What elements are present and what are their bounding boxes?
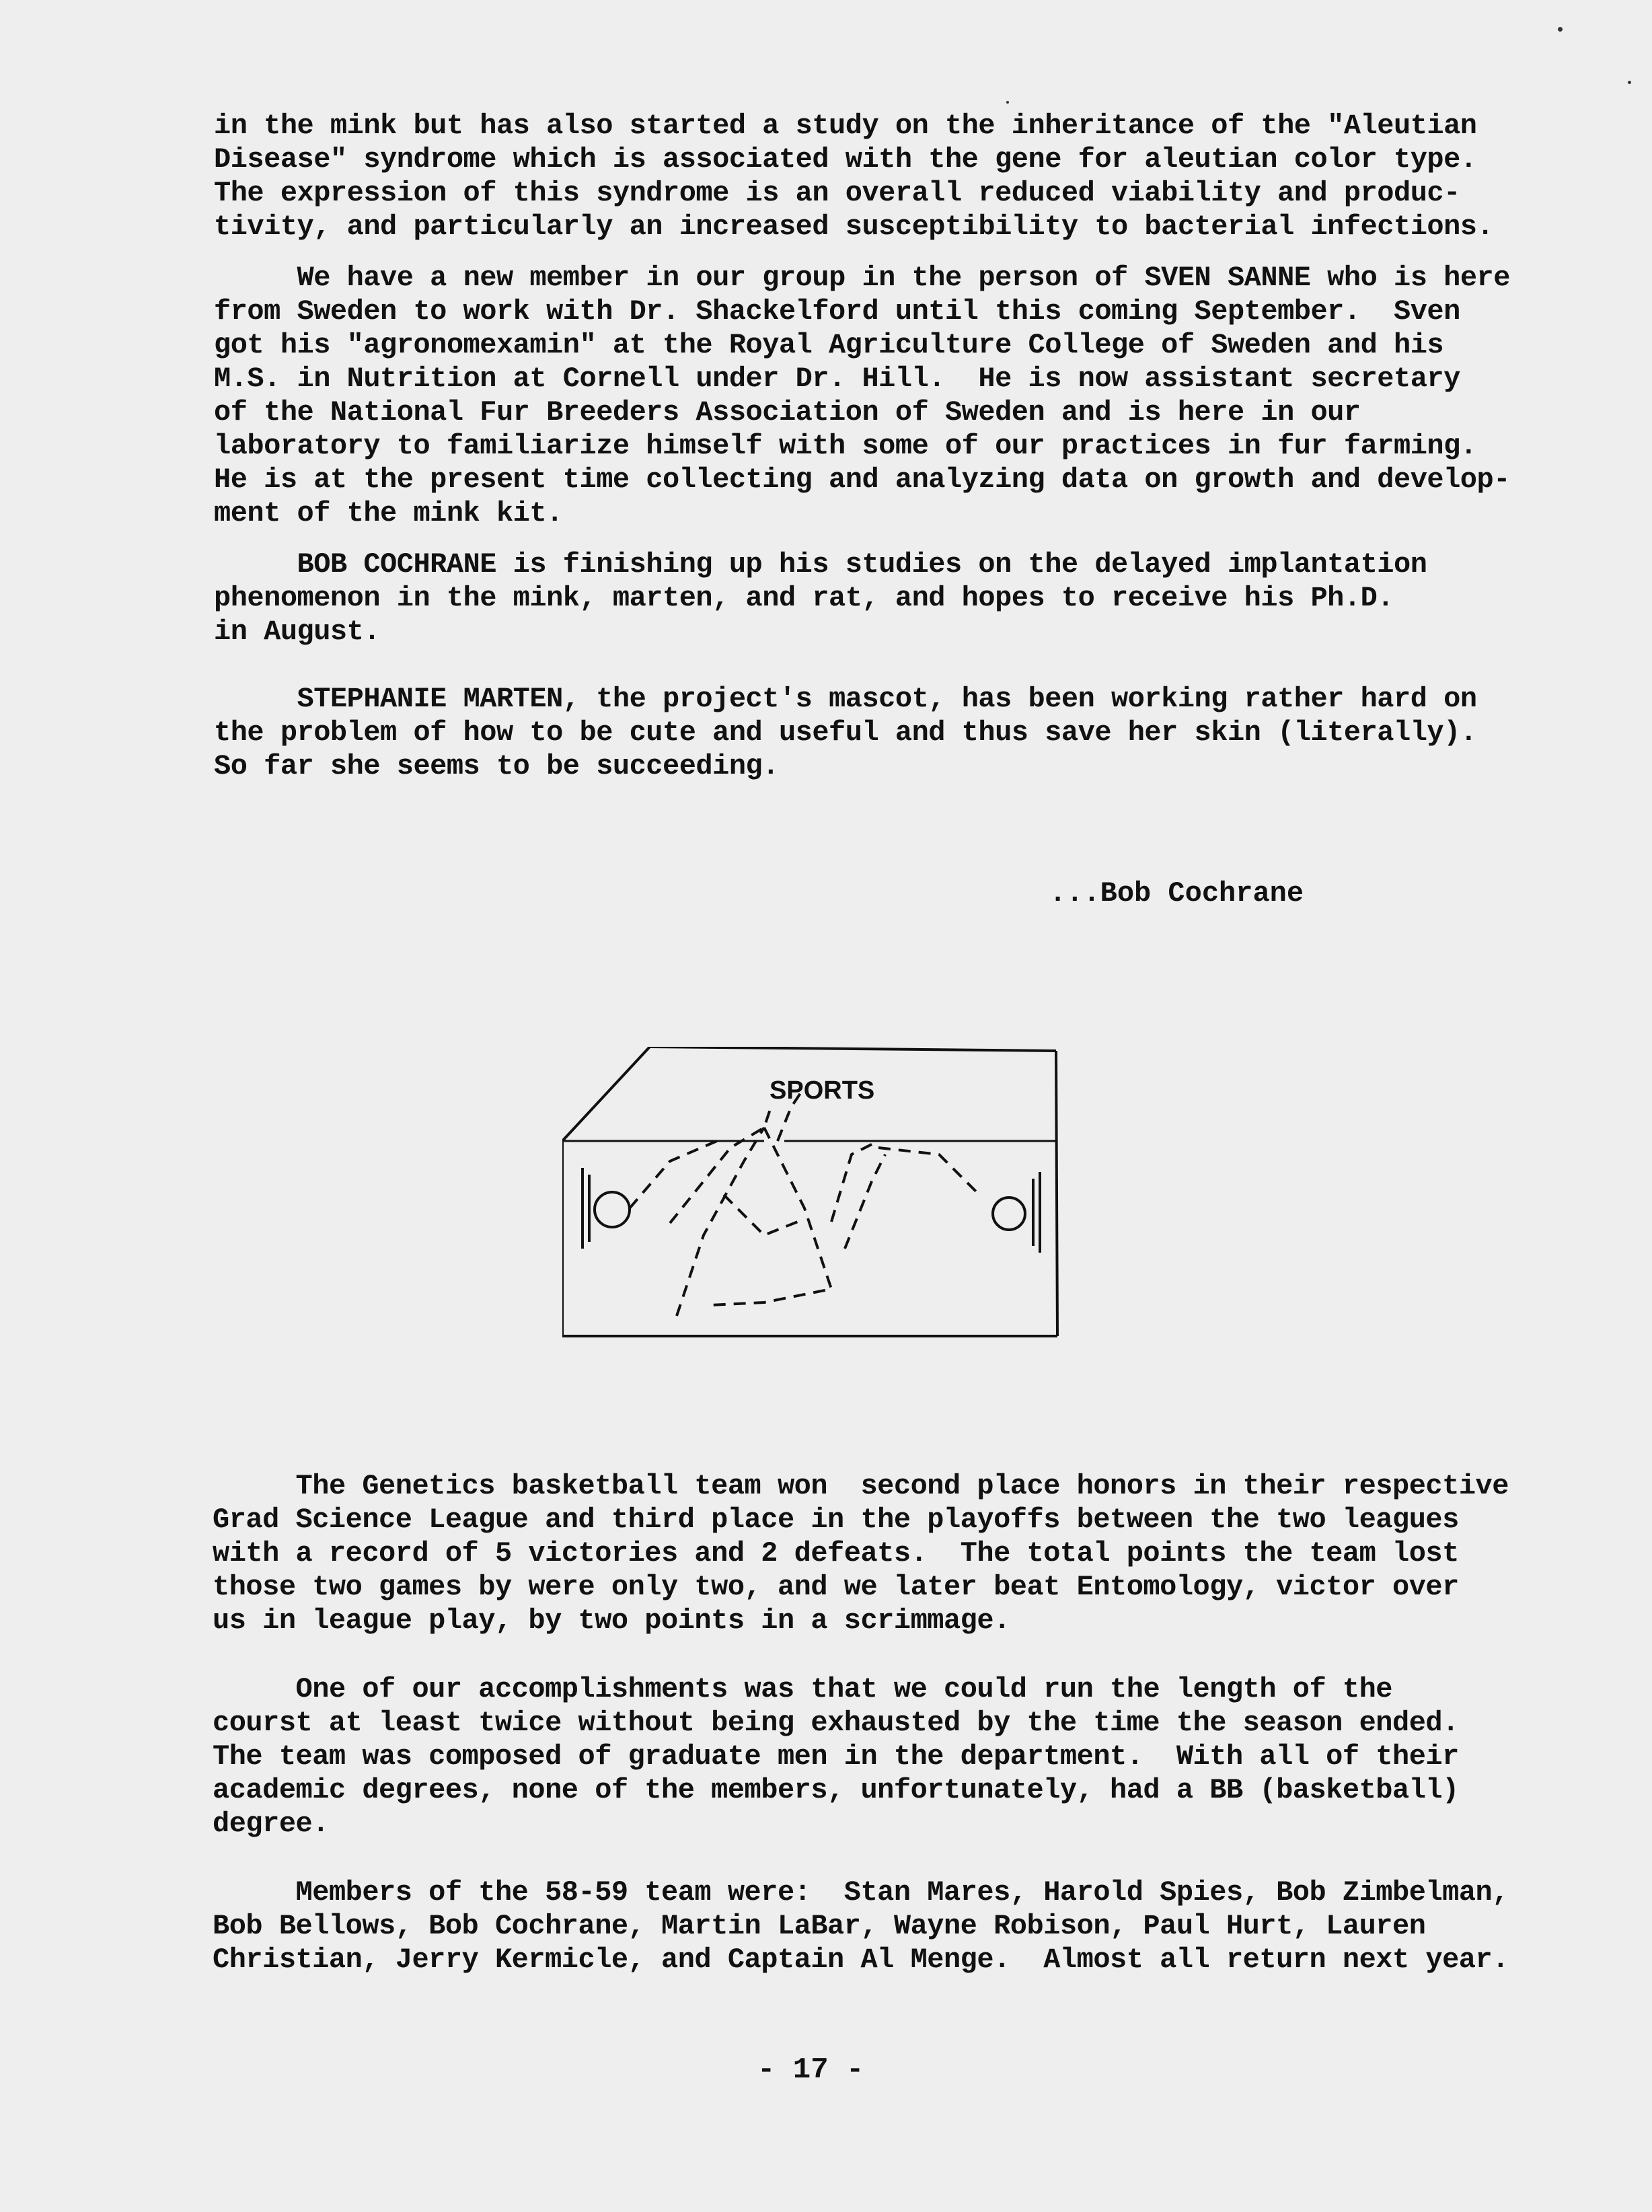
- paragraph-basketball-team: The Genetics basketball team won second place honors in their respective Grad Science League and third place in the playoffs between the two leagues with a record of 5 victories and 2 defeats. The total points the team lost those two games by were only two, and we later beat Entomology, victor over us in league play, by two points in a scrimmage.: [213, 1470, 1509, 1637]
- right-hoop-icon: [993, 1172, 1040, 1253]
- play-diagram-lines: [630, 1087, 979, 1316]
- paragraph-bob-cochrane: BOB COCHRANE is finishing up his studies on the delayed implantation phenomenon in the mink, marten, and rat, and hopes to receive his Ph.D. in August.: [214, 548, 1427, 648]
- left-hoop-icon: [583, 1168, 630, 1249]
- paragraph-stephanie-marten: STEPHANIE MARTEN, the project's mascot, has been working rather hard on the problem of how to be cute and useful and thus save her skin (literally). So far she seems to be succeeding.: [214, 683, 1477, 782]
- paragraph-team-members: Members of the 58-59 team were: Stan Mares, Harold Spies, Bob Zimbelman, Bob Bellows, Bob Cochrane, Martin LaBar, Wayne Robison, Paul Hurt, Lauren Christian, Jerry Kermicle, and Captain Al Menge. Almost all return next year.: [213, 1876, 1509, 1976]
- paragraph-aleutian-disease: in the mink but has also started a study on the inheritance of the "Aleutian Disease" syndrome which is associated with the gene for aleutian color type. The expression of this syndrome is an overall reduced viability and produc- tivity, and particularly an increased susceptibility to bacterial infections.: [214, 110, 1494, 243]
- page-speck: [1628, 81, 1631, 84]
- author-signature: ...Bob Cochrane: [1049, 877, 1304, 910]
- top-text-block: [214, 109, 1532, 783]
- sports-label: SPORTS: [769, 1076, 875, 1105]
- page-speck: [1558, 27, 1563, 32]
- page-speck: [1006, 101, 1009, 104]
- paragraph-accomplishments: One of our accomplishments was that we could run the length of the courst at least twice without being exhausted by the time the season ended. The team was composed of graduate men in the department. With all of their academic degrees, none of the members, unfortunately, had a BB (basketball) degree.: [213, 1673, 1459, 1840]
- page-number: - 17 -: [757, 2053, 864, 2087]
- paragraph-sven-sanne: We have a new member in our group in the person of SVEN SANNE who is here from Sweden to work with Dr. Shackelford until this coming September. Sven got his "agronomexamin" at the Royal Agriculture College of Sweden and his M.S. in Nutrition at Cornell under Dr. Hill. He is now assistant secretary of the National Fur Breeders Association of Sweden and is here in our laboratory to familiarize himself with some of our practices in fur farming. He is at the present time collecting and analyzing data on growth and develop- ment of the mink kit.: [214, 262, 1510, 529]
- bottom-text-block: [213, 1469, 1531, 1977]
